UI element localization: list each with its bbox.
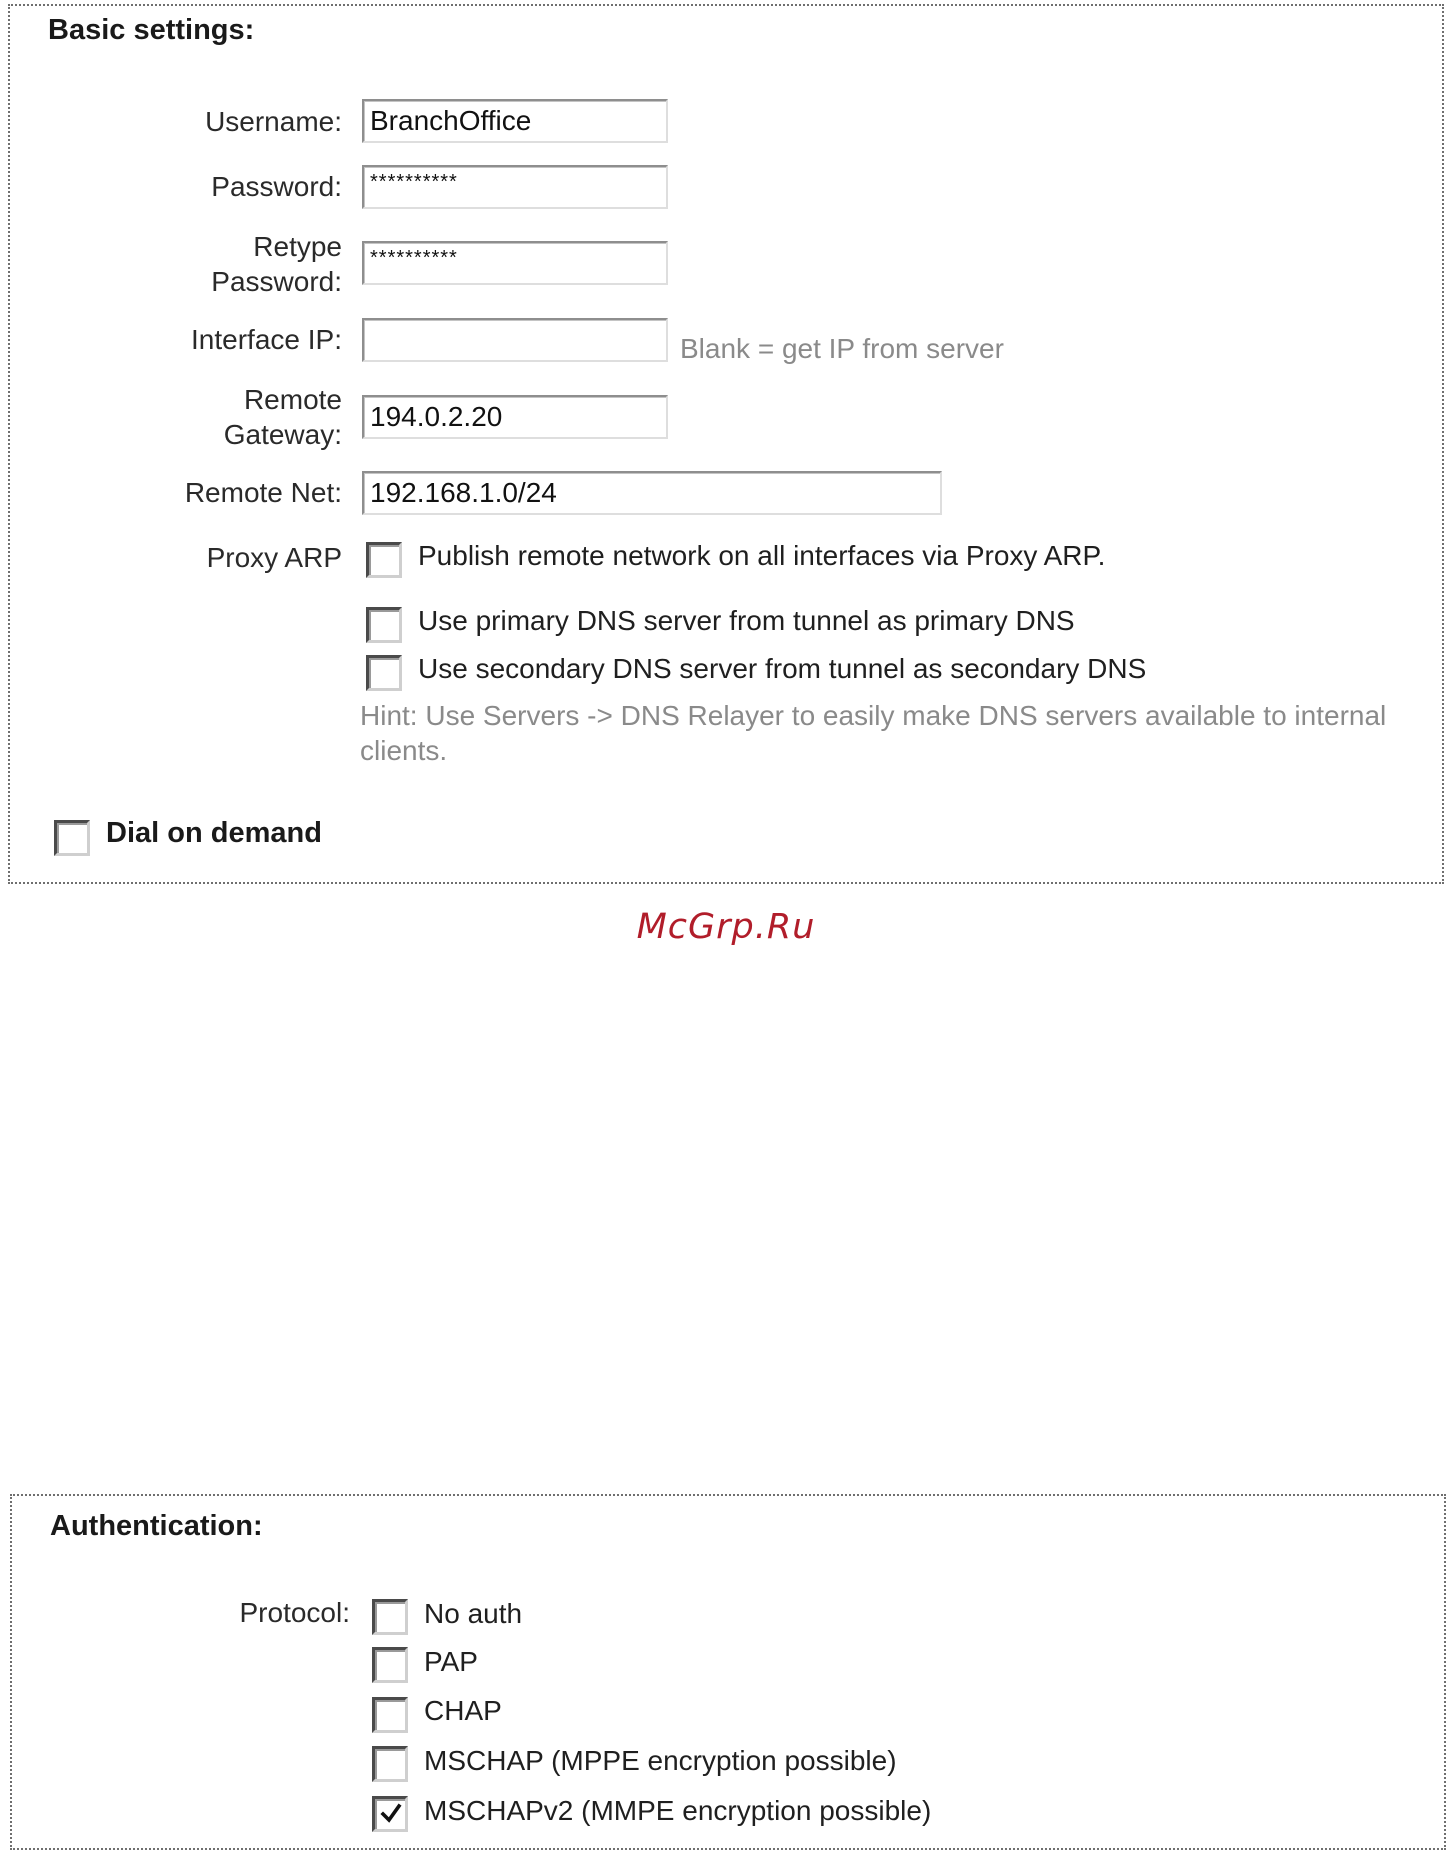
password-input[interactable]: ********** <box>362 165 668 209</box>
retype-password-label-line2: Password: <box>211 266 342 297</box>
watermark-text: McGrp.Ru <box>636 907 816 947</box>
remote-gateway-label-line2: Gateway: <box>223 419 342 450</box>
dns-hint-line2: clients. <box>360 735 448 766</box>
proxy-arp-checkbox[interactable] <box>366 542 402 578</box>
checkmark-icon <box>380 1803 402 1825</box>
no-auth-checkbox[interactable] <box>372 1599 408 1635</box>
dns-hint-line1: Hint: Use Servers -> DNS Relayer to easily make DNS servers available to internal <box>360 700 1387 731</box>
username-input[interactable]: BranchOffice <box>362 99 668 143</box>
remote-net-input[interactable]: 192.168.1.0/24 <box>362 471 942 515</box>
no-auth-text: No auth <box>424 1598 523 1629</box>
protocol-label: Protocol: <box>239 1597 350 1628</box>
mschap-text: MSCHAP (MPPE encryption possible) <box>424 1745 897 1776</box>
chap-text: CHAP <box>424 1695 502 1726</box>
retype-password-label-line1: Retype <box>253 231 342 262</box>
primary-dns-text: Use primary DNS server from tunnel as primary DNS <box>418 605 1075 636</box>
remote-gateway-input[interactable]: 194.0.2.20 <box>362 395 668 439</box>
dial-on-demand-text: Dial on demand <box>106 817 322 849</box>
remote-net-label: Remote Net: <box>184 477 342 508</box>
mschapv2-checkbox[interactable] <box>372 1796 408 1832</box>
secondary-dns-checkbox[interactable] <box>366 655 402 691</box>
mschapv2-text: MSCHAPv2 (MMPE encryption possible) <box>424 1795 932 1826</box>
chap-checkbox[interactable] <box>372 1697 408 1733</box>
interface-ip-label: Interface IP: <box>191 324 342 355</box>
proxy-arp-text: Publish remote network on all interfaces via Proxy ARP. <box>418 540 1106 571</box>
interface-ip-hint: Blank = get IP from server <box>680 333 1004 364</box>
mschap-checkbox[interactable] <box>372 1746 408 1782</box>
pap-text: PAP <box>424 1646 478 1677</box>
secondary-dns-text: Use secondary DNS server from tunnel as secondary DNS <box>418 653 1147 684</box>
authentication-title: Authentication: <box>50 1510 263 1542</box>
interface-ip-input[interactable] <box>362 318 668 362</box>
username-label: Username: <box>205 106 342 137</box>
remote-gateway-label-line1: Remote <box>243 384 342 415</box>
dial-on-demand-checkbox[interactable] <box>54 820 90 856</box>
password-label: Password: <box>211 171 342 202</box>
pap-checkbox[interactable] <box>372 1647 408 1683</box>
retype-password-input[interactable]: ********** <box>362 241 668 285</box>
primary-dns-checkbox[interactable] <box>366 607 402 643</box>
proxy-arp-label: Proxy ARP <box>206 542 342 573</box>
basic-settings-title: Basic settings: <box>48 14 255 46</box>
